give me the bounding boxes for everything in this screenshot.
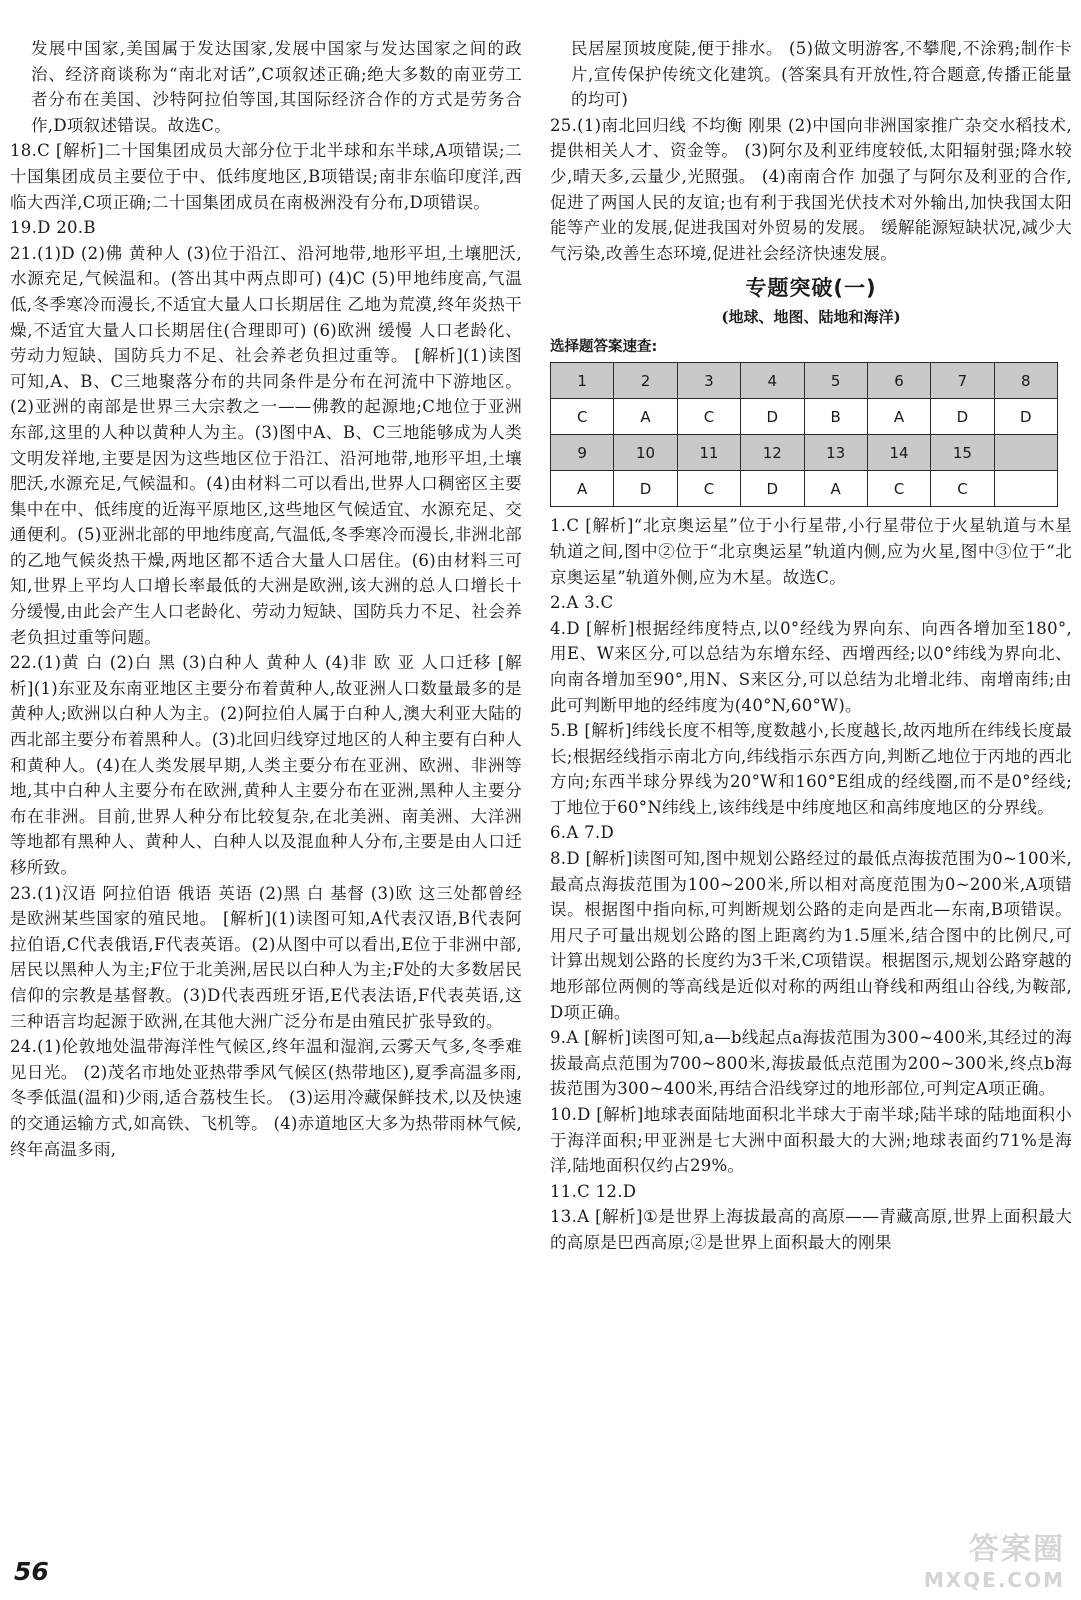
answer-paragraph: 2.A 3.C bbox=[550, 593, 614, 613]
question-number-cell: 14 bbox=[867, 435, 930, 471]
answer-paragraph: 24.(1)伦敦地处温带海洋性气候区,终年温和湿润,云雾天气多,冬季难见日光。 (2)茂名市地处亚热带季风气候区(热带地区),夏季高温多雨,冬季低温(温和)少雨,适合荔枝生长。 (3)运用冷藏保鲜技术,以及快速的交通运输方式,如高铁、飞机等。 (4)赤道地区大多为热带雨林气候,终年高温多雨, bbox=[10, 1037, 522, 1159]
section-title: 专题突破(一) bbox=[745, 276, 877, 301]
empty-cell bbox=[994, 471, 1057, 507]
question-number-cell: 8 bbox=[994, 363, 1057, 399]
answer-paragraph: 8.D [解析]读图可知,图中规划公路经过的最低点海拔范围为0~100米,最高点海拔范围为100~200米,所以相对高度范围为0~200米,A项错误。根据图中指向标,可判断规划公路的走向是西北—东南,B项错误。用尺子可量出规划公路的图上距离约为1.5厘米,结合图中的比例尺,可计算出规划公路的长度约为3千米,C项错误。根据图示,规划公路穿越的地形部位两侧的等高线是近似对称的两组山脊线和两组山谷线,为鞍部,D项正确。 bbox=[550, 849, 1073, 1022]
right-column bbox=[550, 36, 1072, 1256]
answer-paragraph: 发展中国家,美国属于发达国家,发展中国家与发达国家之间的政治、经济商谈称为“南北对话”,C项叙述正确;绝大多数的南亚劳工者分布在美国、沙特阿拉伯等国,其国际经济合作的方式是劳务合作,D项叙述错误。故选C。 bbox=[31, 39, 522, 135]
question-number-cell: 9 bbox=[551, 435, 614, 471]
answer-cell: C bbox=[867, 471, 930, 507]
watermark-top-text: 答案圈 bbox=[969, 1532, 1065, 1567]
answer-cell: D bbox=[741, 399, 804, 435]
answer-cell: D bbox=[931, 399, 994, 435]
answer-paragraph: 13.A [解析]①是世界上海拔最高的高原——青藏高原,世界上面积最大的高原是巴西高原;②是世界上面积最大的刚果 bbox=[550, 1207, 1072, 1252]
answer-paragraph: 10.D [解析]地球表面陆地面积北半球大于南半球;陆半球的陆地面积小于海洋面积;甲亚洲是七大洲中面积最大的大洲;地球表面约71%是海洋,陆地面积仅约占29%。 bbox=[550, 1105, 1072, 1176]
answer-paragraph: 18.C [解析]二十国集团成员大部分位于北半球和东半球,A项错误;二十国集团成员主要位于中、低纬度地区,B项错误;南非东临印度洋,西临大西洋,C项正确;二十国集团成员在南极洲没有分布,D项错误。 bbox=[10, 141, 522, 212]
page-number: 56 bbox=[14, 1557, 49, 1586]
answer-cell: B bbox=[804, 399, 867, 435]
answer-table-answer-row bbox=[551, 471, 1058, 507]
answer-cell: A bbox=[551, 471, 614, 507]
question-number-cell: 1 bbox=[551, 363, 614, 399]
empty-cell bbox=[994, 435, 1057, 471]
answer-paragraph: 9.A [解析]读图可知,a—b线起点a海拔范围为300~400米,其经过的海拔最高点范围为700~800米,海拔最低点范围为200~300米,终点b海拔范围为300~400米,再结合沿线穿过的地形部位,可判定A项正确。 bbox=[550, 1028, 1072, 1099]
answer-paragraph: 19.D 20.B bbox=[10, 218, 96, 238]
question-number-cell: 4 bbox=[741, 363, 804, 399]
answer-table-number-row bbox=[551, 363, 1058, 399]
answer-table bbox=[550, 362, 1058, 507]
quick-answer-label: 选择题答案速查: bbox=[550, 339, 658, 356]
answer-cell: D bbox=[994, 399, 1057, 435]
answer-cell: A bbox=[614, 399, 677, 435]
answer-paragraph: 6.A 7.D bbox=[550, 823, 614, 843]
answer-paragraph: 25.(1)南北回归线 不均衡 刚果 (2)中国向非洲国家推广杂交水稻技术,提供相关人才、资金等。 (3)阿尔及利亚纬度较低,太阳辐射强;降水较少,晴天多,云量少,光照强。 (4)南南合作 加强了与阿尔及利亚的合作,促进了两国人民的友谊;也有利于我国光伏技术对外输出,加快我国太阳能等产业的发展,促进我国对外贸易的发展。 缓解能源短缺状况,减少大气污染,改善生态环境,促进社会经济快速发展。 bbox=[550, 115, 1072, 263]
section-subtitle: (地球、地图、陆地和海洋) bbox=[721, 308, 901, 327]
answer-cell: C bbox=[551, 399, 614, 435]
question-number-cell: 11 bbox=[677, 435, 740, 471]
question-number-cell: 2 bbox=[614, 363, 677, 399]
left-column bbox=[10, 36, 522, 1162]
question-number-cell: 6 bbox=[867, 363, 930, 399]
answer-paragraph: 4.D [解析]根据经纬度特点,以0°经线为界向东、向西各增加至180°,用E、W来区分,可以总结为东增东经、西增西经;以0°纬线为界向北、向南各增加至90°,用N、S来区分,可以总结为北增北纬、南增南纬;由此可判断甲地的经纬度为(40°N,60°W)。 bbox=[550, 618, 1072, 715]
answer-cell: C bbox=[677, 399, 740, 435]
answer-cell: D bbox=[614, 471, 677, 507]
answer-paragraph: 5.B [解析]纬线长度不相等,度数越小,长度越长,故丙地所在纬线长度最长;根据经线指示南北方向,纬线指示东西方向,判断乙地位于丙地的西北方向;东西半球分界线为20°W和160°E组成的经线圈,而不是0°经线;丁地位于60°N纬线上,该纬线是中纬度地区和高纬度地区的分界线。 bbox=[550, 721, 1072, 817]
question-number-cell: 10 bbox=[614, 435, 677, 471]
question-number-cell: 13 bbox=[804, 435, 867, 471]
answer-paragraph: 22.(1)黄 白 (2)白 黑 (3)白种人 黄种人 (4)非 欧 亚 人口迁移 [解析](1)东亚及东南亚地区主要分布着黄种人,故亚洲人口数量最多的是黄种人;欧洲以白种人为主。(2)阿拉伯人属于白种人,澳大利亚大陆的西北部主要分布着黑种人。(3)北回归线穿过地区的人种主要有白种人和黄种人。(4)在人类发展早期,人类主要分布在亚洲、欧洲、非洲等地,其中白种人主要分布在欧洲,黄种人主要分布在亚洲,黑种人主要分布在非洲。目前,世界人种分布比较复杂,在北美洲、南美洲、大洋洲等地都有黑种人、黄种人、白种人以及混血种人分布,主要是由人口迁移所致。 bbox=[10, 653, 522, 877]
question-number-cell: 15 bbox=[931, 435, 994, 471]
answer-cell: A bbox=[867, 399, 930, 435]
answer-paragraph: 民居屋顶坡度陡,便于排水。 (5)做文明游客,不攀爬,不涂鸦;制作卡片,宣传保护传统文化建筑。(答案具有开放性,符合题意,传播正能量的均可) bbox=[571, 39, 1072, 110]
answer-cell: C bbox=[931, 471, 994, 507]
answer-paragraph: 23.(1)汉语 阿拉伯语 俄语 英语 (2)黑 白 基督 (3)欧 这三处都曾经是欧洲某些国家的殖民地。 [解析](1)读图可知,A代表汉语,B代表阿拉伯语,C代表俄语,F代表英语。(2)从图中可以看出,E位于非洲中部,居民以黑种人为主;F位于北美洲,居民以白种人为主;F处的大多数居民信仰的宗教是基督教。(3)D代表西班牙语,E代表法语,F代表英语,这三种语言均起源于欧洲,在其他大洲广泛分布是由殖民扩张导致的。 bbox=[10, 883, 522, 1031]
question-number-cell: 5 bbox=[804, 363, 867, 399]
answer-paragraph: 21.(1)D (2)佛 黄种人 (3)位于沿江、沿河地带,地形平坦,土壤肥沃,水源充足,气候温和。(答出其中两点即可) (4)C (5)甲地纬度高,气温低,冬季寒冷而漫长,不适宜大量人口长期居住 乙地为荒漠,终年炎热干燥,不适宜大量人口长期居住(合理即可) (6)欧洲 缓慢 人口老龄化、劳动力短缺、国防兵力不足、社会养老负担过重等。 [解析](1)读图可知,A、B、C三地聚落分布的共同条件是分布在河流中下游地区。(2)亚洲的南部是世界三大宗教之一——佛教的起源地;C地位于亚洲东部,这里的人种以黄种人为主。(3)图中A、B、C三地能够成为人类文明发祥地,主要是因为这些地区位于沿江、沿河地带,地形平坦,土壤肥沃,水源充足,气候温和。(4)由材料二可以看出,世界人口稠密区主要集中在中、低纬度的近海平原地区,这些地区气候适宜、水源充足、交通便利。(5)亚洲北部的甲地纬度高,气温低,冬季寒冷而漫长,非洲北部的乙地气候炎热干燥,两地区都不适合大量人口居住。(6)由材料三可知,世界上平均人口增长率最低的大洲是欧洲,该大洲的总人口增长十分缓慢,由此会产生人口老龄化、劳动力短缺、国防兵力不足、社会养老负担过重等问题。 bbox=[10, 243, 522, 647]
question-number-cell: 7 bbox=[931, 363, 994, 399]
answer-cell: A bbox=[804, 471, 867, 507]
question-number-cell: 12 bbox=[741, 435, 804, 471]
answer-paragraph: 11.C 12.D bbox=[550, 1181, 637, 1201]
answer-cell: D bbox=[741, 471, 804, 507]
answer-table-answer-row bbox=[551, 399, 1058, 435]
watermark-bottom-text: MXQE.COM bbox=[923, 1568, 1065, 1592]
watermark-logo bbox=[924, 1524, 1065, 1592]
answer-table-number-row bbox=[551, 435, 1058, 471]
answer-cell: C bbox=[677, 471, 740, 507]
answer-paragraph: 1.C [解析]“北京奥运星”位于小行星带,小行星带位于火星轨道与木星轨道之间,图中②位于“北京奥运星”轨道内侧,应为火星,图中③位于“北京奥运星”轨道外侧,应为木星。故选C。 bbox=[550, 516, 1072, 587]
question-number-cell: 3 bbox=[677, 363, 740, 399]
